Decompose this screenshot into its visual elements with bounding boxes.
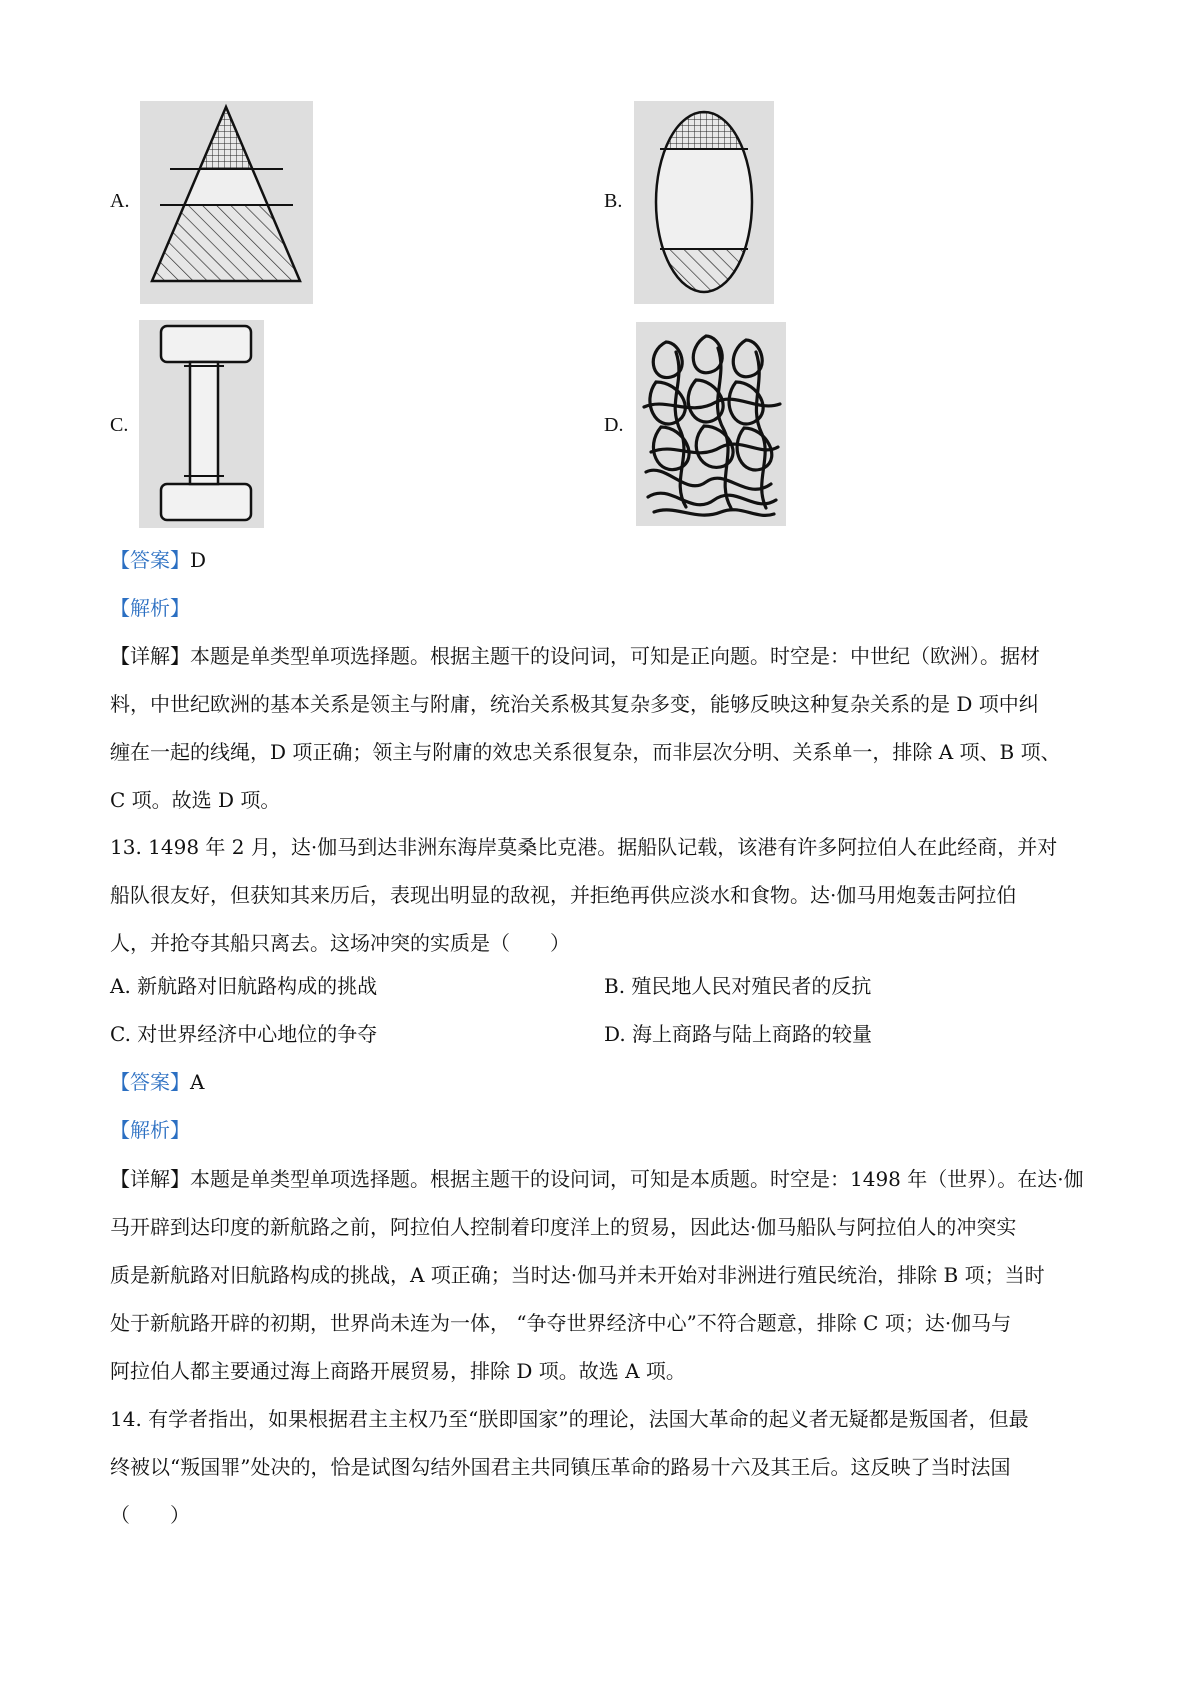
option-c-letter: C. xyxy=(110,414,129,436)
option-a-letter: A. xyxy=(110,190,130,212)
answer-value: A xyxy=(190,1070,205,1094)
pyramid-diagram xyxy=(140,101,313,304)
detail-label: 【详解】 xyxy=(110,1167,190,1191)
detail-line: 缠在一起的线绳，D 项正确；领主与附庸的效忠关系很复杂，而非层次分明、关系单一，排除 A 项、B 项、 xyxy=(110,740,1061,764)
detail-line: 本题是单类型单项选择题。根据主题干的设问词，可知是正向题。时空是：中世纪（欧洲）。据材 xyxy=(190,644,1040,668)
analysis-label: 【解析】 xyxy=(110,596,190,620)
answer-label: 【答案】 xyxy=(110,1070,190,1094)
q13-option-c: C. 对世界经济中心地位的争夺 xyxy=(110,1022,378,1046)
stem-line: （ ） xyxy=(110,1503,190,1527)
detail-line: 本题是单类型单项选择题。根据主题干的设问词，可知是本质题。时空是：1498 年（世界）。在达·伽 xyxy=(190,1167,1084,1191)
ellipse-diagram xyxy=(634,101,774,304)
stem-line: 船队很友好，但获知其来历后，表现出明显的敌视，并拒绝再供应淡水和食物。达·伽马用炮轰击阿拉伯 xyxy=(110,883,1017,907)
option-b-letter: B. xyxy=(604,190,623,212)
detail-line: 阿拉伯人都主要通过海上商路开展贸易，排除 D 项。故选 A 项。 xyxy=(110,1359,686,1383)
q14-stem xyxy=(110,1395,1110,1539)
q13-stem xyxy=(110,823,1110,967)
q13-answer-line xyxy=(110,1068,204,1096)
stem-line: 人，并抢夺其船只离去。这场冲突的实质是（ ） xyxy=(110,931,570,955)
q13-option-b: B. 殖民地人民对殖民者的反抗 xyxy=(604,974,872,998)
stem-line: 14. 有学者指出，如果根据君主主权乃至“朕即国家”的理论，法国大革命的起义者无疑都是叛国者，但最 xyxy=(110,1407,1029,1431)
detail-label: 【详解】 xyxy=(110,644,190,668)
q12-answer-line xyxy=(110,546,206,574)
q12-detail-paragraph xyxy=(110,632,1110,824)
stem-line: 13. 1498 年 2 月，达·伽马到达非洲东海岸莫桑比克港。据船队记载，该港有许多阿拉伯人在此经商，并对 xyxy=(110,835,1058,859)
detail-line: 马开辟到达印度的新航路之前，阿拉伯人控制着印度洋上的贸易，因此达·伽马船队与阿拉伯人的冲突实 xyxy=(110,1215,1017,1239)
stem-line: 终被以“叛国罪”处决的，恰是试图勾结外国君主共同镇压革命的路易十六及其王后。这反映了当时法国 xyxy=(110,1455,1011,1479)
analysis-label: 【解析】 xyxy=(110,1118,190,1142)
detail-line: 处于新航路开辟的初期，世界尚未连为一体， “争夺世界经济中心”不符合题意，排除 C 项；达·伽马与 xyxy=(110,1311,1012,1335)
q13-detail-paragraph xyxy=(110,1155,1110,1395)
q13-option-d: D. 海上商路与陆上商路的较量 xyxy=(604,1022,873,1046)
q13-option-a: A. 新航路对旧航路构成的挑战 xyxy=(110,974,378,998)
answer-label: 【答案】 xyxy=(110,548,190,572)
tangled-rope-diagram xyxy=(636,322,786,526)
detail-line: 料，中世纪欧洲的基本关系是领主与附庸，统治关系极其复杂多变，能够反映这种复杂关系的是 D 项中纠 xyxy=(110,692,1039,716)
detail-line: 质是新航路对旧航路构成的挑战，A 项正确；当时达·伽马并未开始对非洲进行殖民统治，排除 B 项；当时 xyxy=(110,1263,1045,1287)
answer-value: D xyxy=(190,548,207,572)
option-d-letter: D. xyxy=(604,414,624,436)
dumbbell-diagram xyxy=(139,320,264,528)
detail-line: C 项。故选 D 项。 xyxy=(110,788,281,812)
